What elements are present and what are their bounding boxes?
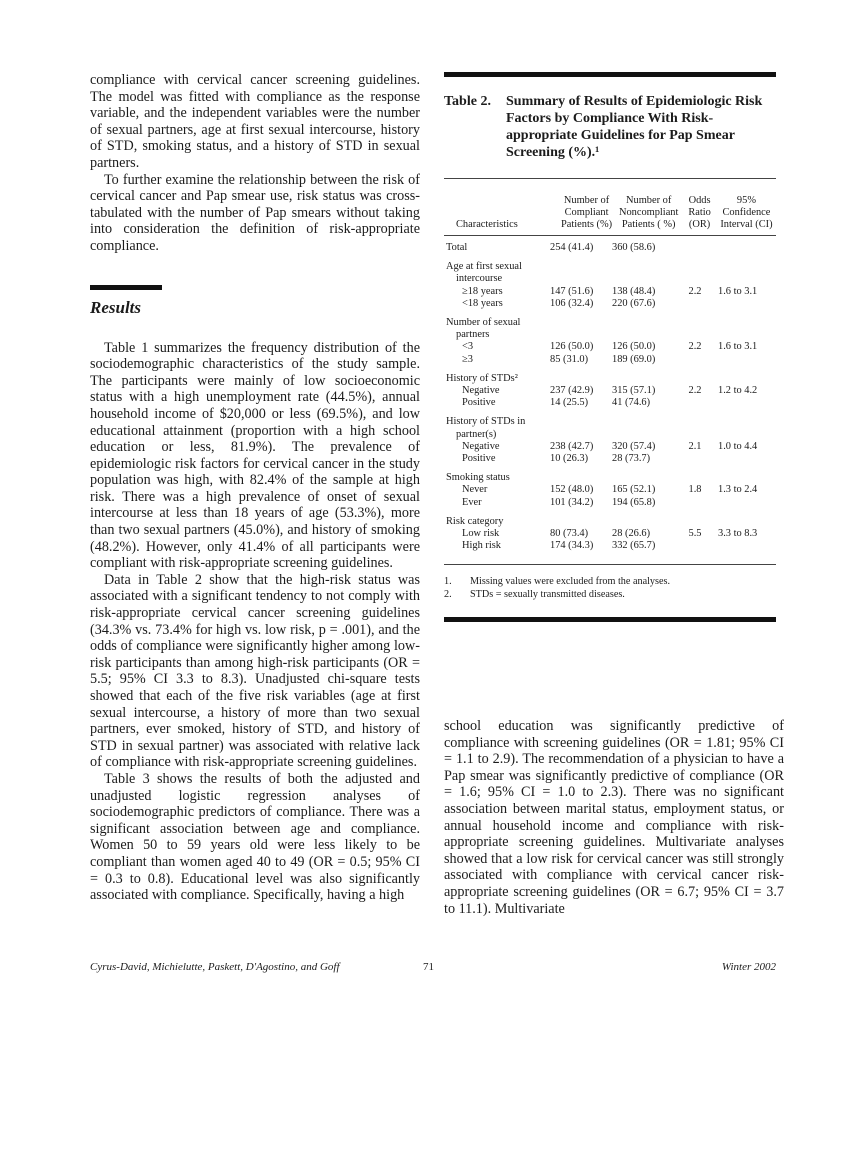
cell-odds-ratio (680, 416, 710, 440)
cell-noncompliant (606, 373, 680, 385)
cell-confidence-interval (710, 298, 772, 310)
table-footnotes (444, 576, 776, 601)
cell-odds-ratio (680, 317, 710, 341)
cell-compliant: 10 (26.3) (550, 453, 589, 465)
table-row (444, 453, 776, 465)
cell-odds-ratio: 1.8 (688, 484, 702, 496)
cell-confidence-interval (710, 317, 772, 341)
cell-odds-ratio: 2.2 (688, 285, 702, 297)
cell-confidence-interval (710, 373, 772, 385)
cell-odds-ratio (680, 261, 710, 285)
row-label: Ever (462, 496, 482, 508)
cell-confidence-interval (710, 540, 772, 552)
table-row (444, 540, 776, 552)
paragraph-continued: school education was significantly predictive of compliance with screening guidelines (OR = 1.81; 95% CI = 1.1 to 2.9). The recommendation of a physician to have a Pap smear was significantly predictive of compliance (OR = 1.6; 95% CI = 1.0 to 2.3). There was no significant association between marital status, employment status, or annual household income and compliance with risk-appropriate screening guidelines. Multivariate analyses showed that a low risk for cervical cancer was still strongly associated with compliance with cervical cancer risk-appropriate screening guidelines (OR = 6.7; 95% CI = 3.7 to 11.1). Multivariate (444, 718, 784, 917)
table-row (444, 416, 776, 440)
row-label: History of STDs in partner(s) (446, 416, 526, 440)
cell-compliant: 101 (34.2) (550, 496, 594, 508)
row-label: Negative (462, 385, 500, 397)
cell-confidence-interval (710, 516, 772, 528)
row-label: Smoking status (446, 472, 510, 484)
row-label: <18 years (462, 297, 503, 309)
cell-noncompliant: 28 (73.7) (612, 453, 651, 465)
header-confidence-interval: 95% Confidence Interval (CI) (720, 195, 773, 230)
cell-odds-ratio (680, 472, 710, 484)
row-label: Low risk (462, 528, 500, 540)
row-label: Total (446, 242, 468, 253)
header-compliant: Number of Compliant Patients (%) (561, 195, 613, 230)
cell-noncompliant: 165 (52.1) (612, 484, 656, 496)
row-label: ≥18 years (462, 285, 503, 297)
cell-compliant: 80 (73.4) (550, 528, 589, 540)
cell-confidence-interval: 1.6 to 3.1 (718, 285, 758, 297)
cell-noncompliant (606, 516, 680, 528)
row-label: History of STDs² (446, 372, 518, 384)
footer-issue: Winter 2002 (721, 961, 776, 973)
cell-noncompliant: 315 (57.1) (612, 385, 656, 397)
cell-odds-ratio (680, 497, 710, 509)
table-top-rule (444, 72, 776, 77)
table-2 (444, 72, 776, 622)
cell-compliant: 147 (51.6) (550, 285, 594, 297)
cell-odds-ratio (680, 516, 710, 528)
row-label: High risk (462, 540, 501, 552)
cell-confidence-interval: 1.3 to 2.4 (718, 484, 758, 496)
cell-compliant (548, 416, 606, 440)
cell-compliant: 152 (48.0) (550, 484, 594, 496)
paragraph-table2-summary: Data in Table 2 show that the high-risk status was associated with a significant tendency to not comply with risk-appropriate cervical cancer screening guidelines (34.3% vs. 73.4% for high vs. low risk, p = .001), and the odds of compliance were significantly higher among low-risk participants than among high-risk participants (OR = 5.5; 95% CI 3.3 to 8.3). Unadjusted chi-square tests showed that each of the five risk variables (age at first sexual intercourse, a history of more than two sexual partners, ever smoked, history of STD, and history of STD in sexual partner) was associated with relative lack of compliance with risk-appropriate screening guidelines. (90, 571, 420, 771)
footer-authors: Cyrus-David, Michielutte, Paskett, D'Agostino, and Goff (90, 961, 340, 973)
table-row (444, 385, 776, 397)
table-header-row (444, 195, 776, 235)
cell-odds-ratio (680, 453, 710, 465)
cell-noncompliant: 220 (67.6) (612, 297, 656, 309)
cell-confidence-interval: 1.2 to 4.2 (718, 385, 758, 397)
paragraph-cross-tabulation: To further examine the relationship between the risk of cervical cancer and Pap smear use, risk status was cross-tabulated with the number of Pap smears without taking into consideration the definition of risk-appropriate compliance. (90, 171, 420, 254)
cell-compliant: 14 (25.5) (550, 397, 589, 409)
table-row (444, 286, 776, 298)
footnote (444, 589, 776, 602)
table-bottom-rule (444, 564, 776, 565)
table-row (444, 441, 776, 453)
cell-confidence-interval (710, 453, 772, 465)
row-label: Positive (462, 453, 496, 465)
table-2-grid (444, 195, 776, 235)
table-row (444, 397, 776, 409)
table-row (444, 516, 776, 528)
table-row (444, 341, 776, 353)
cell-noncompliant: 189 (69.0) (612, 353, 656, 365)
cell-compliant: 85 (31.0) (550, 353, 589, 365)
table-number: Table 2. (444, 94, 491, 109)
cell-noncompliant: 138 (48.4) (612, 285, 656, 297)
cell-noncompliant: 360 (58.6) (612, 242, 656, 253)
cell-compliant (548, 472, 606, 484)
paragraph-table1-summary: Table 1 summarizes the frequency distribution of the sociodemographic characteristics of the study sample. The participants were mainly of low socioeconomic status with a high unemployment rate (44.5%), annual household income of $20,000 or less (69.5%), and low educational attainment (proportion with a high school education or less, 81.9%). The prevalence of epidemiologic risk factors for cervical cancer in the study population was high, with 82.4% of the sample at high risk. There was a high prevalence of onset of sexual intercourse at less than 18 years of age (53.3%), more than two sexual partners (45.0%), and history of smoking (48.2%). However, only 41.4% of all participants were compliant with risk-appropriate screening guidelines. (90, 339, 420, 572)
cell-odds-ratio (680, 242, 710, 254)
table-header-top-rule (444, 178, 776, 179)
cell-compliant (548, 373, 606, 385)
table-row (444, 298, 776, 310)
cell-noncompliant: 320 (57.4) (612, 440, 656, 452)
table-row (444, 373, 776, 385)
row-label: Risk category (446, 515, 504, 527)
row-label: <3 (462, 341, 474, 353)
cell-confidence-interval: 3.3 to 8.3 (718, 528, 758, 540)
cell-compliant: 126 (50.0) (550, 341, 594, 353)
header-odds-ratio: Odds Ratio (OR) (688, 195, 711, 230)
table-end-rule (444, 617, 776, 622)
footnote-text: Missing values were excluded from the analyses. (470, 576, 671, 588)
cell-confidence-interval: 1.6 to 3.1 (718, 341, 758, 353)
results-heading: Results (90, 297, 142, 317)
section-rule (90, 285, 162, 290)
cell-confidence-interval (710, 261, 772, 285)
cell-noncompliant: 41 (74.6) (612, 397, 651, 409)
cell-noncompliant: 332 (65.7) (612, 540, 656, 552)
table-row (444, 317, 776, 341)
cell-compliant: 254 (41.4) (550, 242, 594, 253)
cell-noncompliant: 28 (26.6) (612, 528, 651, 540)
table-row (444, 261, 776, 285)
table-row (444, 484, 776, 496)
right-column-text (444, 718, 784, 917)
footnote-number: 1. (444, 576, 452, 588)
cell-confidence-interval (710, 497, 772, 509)
table-title: Summary of Results of Epidemiologic Risk Factors by Compliance With Risk-appropriate Guidelines for Pap Smear Screening (%).¹ (506, 94, 763, 160)
row-label: Age at first sexual intercourse (446, 261, 522, 285)
cell-compliant: 174 (34.3) (550, 540, 594, 552)
page-number: 71 (423, 961, 434, 973)
row-label: Never (462, 484, 488, 496)
cell-confidence-interval (710, 416, 772, 440)
table-row (444, 528, 776, 540)
cell-noncompliant (606, 472, 680, 484)
table-row (444, 497, 776, 509)
table-row (444, 354, 776, 366)
footnote (444, 576, 776, 589)
cell-odds-ratio (680, 298, 710, 310)
table-header-bottom-rule (444, 235, 776, 236)
cell-confidence-interval (710, 354, 772, 366)
cell-noncompliant (606, 317, 680, 341)
cell-noncompliant (606, 416, 680, 440)
cell-compliant: 237 (42.9) (550, 385, 594, 397)
cell-odds-ratio (680, 354, 710, 366)
paragraph-table3-summary: Table 3 shows the results of both the adjusted and unadjusted logistic regression analyses of sociodemographic predictors of compliance. There was a significant association between age and compliance. Women 50 to 59 years old were less likely to be compliant than women aged 40 to 49 (OR = 0.5; 95% CI = 0.3 to 0.8). Educational level was also significantly associated with compliance. Specifically, having a high (90, 770, 420, 904)
cell-odds-ratio (680, 397, 710, 409)
cell-confidence-interval: 1.0 to 4.4 (718, 440, 758, 452)
cell-odds-ratio (680, 540, 710, 552)
cell-confidence-interval (710, 242, 772, 254)
table-row (444, 472, 776, 484)
row-label: ≥3 (462, 353, 473, 365)
paragraph-model-description: compliance with cervical cancer screening guidelines. The model was fitted with compliance as the response variable, and the independent variables were the number of sexual partners, age at first sexual intercourse, history of STD, smoking status, and a history of STD in sexual partners. (90, 72, 420, 171)
table-body (444, 242, 776, 552)
cell-compliant: 238 (42.7) (550, 440, 594, 452)
row-label: Positive (462, 397, 496, 409)
header-noncompliant: Number of Noncompliant Patients ( %) (618, 195, 679, 230)
footnote-text: STDs = sexually transmitted diseases. (470, 588, 625, 600)
cell-compliant (548, 317, 606, 341)
cell-odds-ratio: 2.2 (688, 341, 702, 353)
header-characteristics: Characteristics (456, 219, 518, 230)
row-label: Number of sexual partners (446, 317, 521, 341)
cell-confidence-interval (710, 397, 772, 409)
cell-noncompliant: 126 (50.0) (612, 341, 656, 353)
cell-odds-ratio: 5.5 (688, 528, 702, 540)
cell-compliant (548, 516, 606, 528)
cell-odds-ratio (680, 373, 710, 385)
cell-compliant: 106 (32.4) (550, 297, 594, 309)
left-column (90, 72, 420, 904)
cell-odds-ratio: 2.2 (688, 385, 702, 397)
cell-noncompliant: 194 (65.8) (612, 496, 656, 508)
cell-compliant (548, 261, 606, 285)
table-row (444, 242, 776, 254)
row-label: Negative (462, 440, 500, 452)
cell-confidence-interval (710, 472, 772, 484)
table-caption (444, 93, 776, 161)
cell-noncompliant (606, 261, 680, 285)
cell-odds-ratio: 2.1 (688, 440, 702, 452)
footnote-number: 2. (444, 588, 452, 600)
